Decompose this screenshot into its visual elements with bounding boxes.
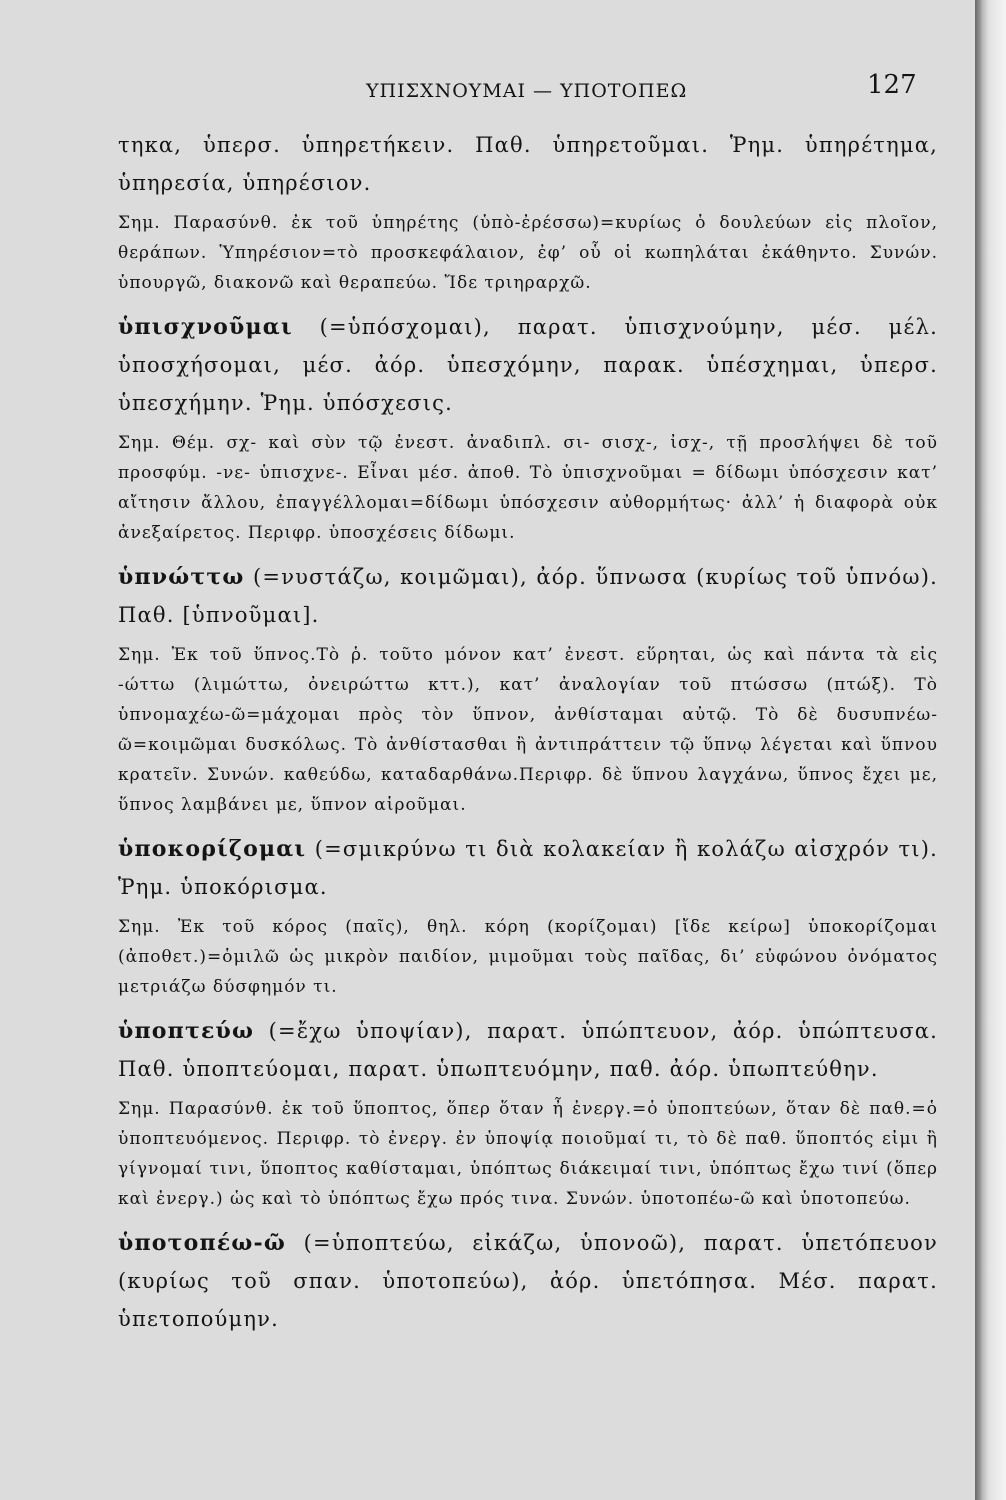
entry-headword: ὑπνώττω — [118, 564, 245, 590]
page-number: 127 — [867, 70, 917, 100]
entry-upokorizomai — [118, 830, 938, 1002]
entry-note: Σημ. Θέμ. σχ- καὶ σὺν τῷ ἐνεστ. ἀναδιπλ. σι- σισχ-, ἰσχ-, τῇ προσλήψει δὲ τοῦ προσφύμ. -νε- ὑπισχνε-. Εἶναι μέσ. ἀποθ. Τὸ ὑπισχνοῦμαι = δίδωμι ὑπόσχεσιν κατ’ αἴτησιν ἄλλου, ἐπαγγέλλομαι=δίδωμι ὑπόσχεσιν αὐθορμήτως· ἀλλ’ ἡ διαφορὰ οὐκ ἀνεξαίρετος. Περιφρ. ὑποσχέσεις δίδωμι. — [118, 433, 938, 543]
page-body — [118, 126, 938, 1338]
entry-upotopeo — [118, 1224, 938, 1338]
running-head: ΥΠΙΣΧΝΟΥΜΑΙ — ΥΠΟΤΟΠΕΩ — [366, 80, 688, 102]
entry-text: (=ἔχω ὑποψίαν), παρατ. ὑπώπτευον, ἀόρ. ὑπώπτευσα. Παθ. ὑποπτεύομαι, παρατ. ὑπωπτευόμην, παθ. ἀόρ. ὑπωπτεύθην. — [118, 1019, 938, 1081]
page-header — [120, 68, 920, 108]
entry-text: (=νυστάζω, κοιμῶμαι), ἀόρ. ὕπνωσα (κυρίως τοῦ ὑπνόω). Παθ. [ὑπνοῦμαι]. — [118, 565, 938, 627]
page-edge-shadow — [975, 0, 1006, 1500]
entry-headword: ὑποτοπέω-ῶ — [118, 1230, 287, 1256]
entry-headword: ὑπισχνοῦμαι — [118, 314, 293, 340]
entry-text: (=ὑπόσχομαι), παρατ. ὑπισχνούμην, μέσ. μέλ. ὑποσχήσομαι, μέσ. ἀόρ. ὑπεσχόμην, παρακ. ὑπέσχημαι, ὑπερσ. ὑπεσχήμην. Ῥημ. ὑπόσχεσις. — [118, 315, 938, 415]
entry-text: τηκα, ὑπερσ. ὑπηρετήκειν. Παθ. ὑπηρετοῦμαι. Ῥημ. ὑπηρέτημα, ὑπηρεσία, ὑπηρέσιον. — [118, 133, 938, 195]
entry-upopteuo — [118, 1012, 938, 1214]
entry-note: Σημ. Παρασύνθ. ἐκ τοῦ ὕποπτος, ὅπερ ὅταν ἦ ἐνεργ.=ὁ ὑποπτεύων, ὅταν δὲ παθ.=ὁ ὑποπτευόμενος. Περιφρ. τὸ ἐνεργ. ἐν ὑποψίᾳ ποιοῦμαί τι, τὸ δὲ παθ. ὕποπτός εἰμι ἢ γίγνομαί τινι, ὕποπτος καθίσταμαι, ὑπόπτως διάκειμαί τινι, ὑπόπτως ἔχω τινί (ὅπερ καὶ ἐνεργ.) ὡς καὶ τὸ ὑπόπτως ἔχω πρός τινα. Συνών. ὑποτοπέω-ῶ καὶ ὑποτοπεύω. — [118, 1099, 938, 1209]
entry-upnotto — [118, 558, 938, 820]
entry-note: Σημ. Ἐκ τοῦ κόρος (παῖς), θηλ. κόρη (κορίζομαι) [ἴδε κείρω] ὑποκορίζομαι (ἀποθετ.)=ὁμιλῶ ὡς μικρὸν παιδίον, μιμοῦμαι τοὺς παῖδας, δι’ εὐφώνου ὀνόματος μετριάζω δύσφημόν τι. — [118, 917, 938, 997]
entry-headword: ὑποκορίζομαι — [118, 836, 307, 862]
entry-text: (=σμικρύνω τι διὰ κολακείαν ἢ κολάζω αἰσχρόν τι). Ῥημ. ὑποκόρισμα. — [118, 837, 938, 899]
entry-text: (=ὑποπτεύω, εἰκάζω, ὑπονοῶ), παρατ. ὑπετόπευον (κυρίως τοῦ σπαν. ὑποτοπεύω), ἀόρ. ὑπετόπησα. Μέσ. παρατ. ὑπετοπούμην. — [118, 1231, 938, 1331]
entry-continued — [118, 126, 938, 298]
entry-note: Σημ. Παρασύνθ. ἐκ τοῦ ὑπηρέτης (ὑπὸ-ἐρέσσω)=κυρίως ὁ δουλεύων εἰς πλοῖον, θεράπων. Ὑπηρέσιον=τὸ προσκεφάλαιον, ἐφ’ οὗ οἱ κωπηλάται ἐκάθηντο. Συνών. ὑπουργῶ, διακονῶ καὶ θεραπεύω. Ἴδε τριηραρχῶ. — [118, 213, 938, 293]
entry-upischnoumai — [118, 308, 938, 548]
entry-note: Σημ. Ἐκ τοῦ ὕπνος.Τὸ ῥ. τοῦτο μόνον κατ’ ἐνεστ. εὕρηται, ὡς καὶ πάντα τὰ εἰς -ώττω (λιμώττω, ὀνειρώττω κττ.), κατ’ ἀναλογίαν τοῦ πτώσσω (πτώξ). Τὸ ὑπνομαχέω-ῶ=μάχομαι πρὸς τὸν ὕπνον, ἀνθίσταμαι αὐτῷ. Τὸ δὲ δυσυπνέω-ῶ=κοιμῶμαι δυσκόλως. Τὸ ἀνθίστασθαι ἢ ἀντιπράττειν τῷ ὕπνῳ λέγεται καὶ ὕπνου κρατεῖν. Συνών. καθεύδω, καταδαρθάνω.Περιφρ. δὲ ὕπνου λαγχάνω, ὕπνος ἔχει με, ὕπνος λαμβάνει με, ὕπνον αἱροῦμαι. — [118, 645, 938, 815]
entry-headword: ὑποπτεύω — [118, 1018, 255, 1044]
